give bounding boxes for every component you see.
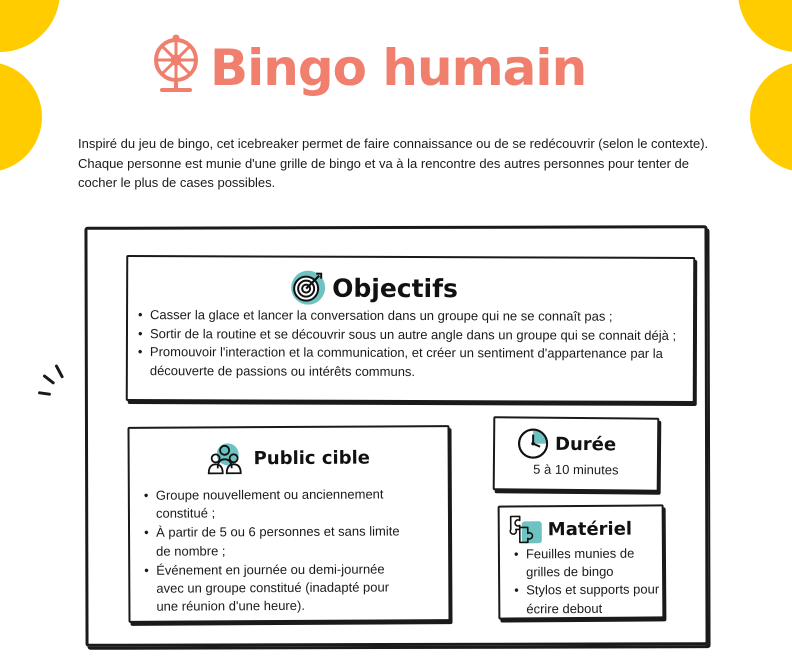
- duration-box: [493, 416, 660, 491]
- objectives-list: [136, 306, 681, 382]
- objectives-heading: [290, 270, 458, 307]
- list-item: • Casser la glace et lancer la conversation dans un groupe qui ne se connaît pas ;: [136, 306, 681, 326]
- prize-wheel-icon: [150, 34, 202, 101]
- page-title: Bingo humain: [210, 38, 587, 97]
- materials-box: [498, 504, 665, 619]
- intro-paragraph: Inspiré du jeu de bingo, cet icebreaker permet de faire connaissance ou de se redécouvrir (selon le contexte). Chaque personne est munie d'une grille de bingo et va à la rencontre des autres personnes pour tenter de cocher le plus de cases possibles.: [78, 136, 709, 190]
- target-audience-list: [142, 485, 405, 616]
- list-item: • Sortir de la routine et se découvrir sous un autre angle dans un groupe qui se connait déjà ;: [136, 325, 681, 345]
- duration-heading: [517, 427, 616, 460]
- list-item: • Groupe nouvellement ou anciennement constitué ;: [142, 485, 404, 523]
- materials-heading: [508, 513, 633, 546]
- group-icon: [206, 442, 244, 474]
- decorative-yellow-shape: [750, 62, 792, 172]
- page-header: [150, 34, 586, 101]
- clock-icon: [517, 427, 549, 459]
- puzzle-icon: [508, 513, 544, 545]
- target-icon: [290, 270, 326, 306]
- list-item: • Promouvoir l'interaction et la communication, et créer un sentiment d'appartenance par la découverte de passions ou intérêts communs.: [136, 343, 681, 382]
- decorative-yellow-shape: [0, 62, 42, 172]
- objectives-heading-text: Objectifs: [332, 273, 458, 303]
- objectives-box: [126, 255, 696, 403]
- duration-value: 5 à 10 minutes: [533, 461, 619, 478]
- list-item: • Stylos et supports pour écrire debout: [512, 581, 660, 618]
- decorative-yellow-shape: [738, 0, 792, 52]
- target-audience-heading: [206, 442, 370, 475]
- list-item: • Feuilles munies de grilles de bingo: [512, 544, 660, 581]
- list-item: • À partir de 5 ou 6 personnes et sans limite de nombre ;: [142, 523, 404, 561]
- duration-heading-text: Durée: [554, 433, 617, 455]
- list-item: • Événement en journée ou demi-journée avec un groupe constitué (inadapté pour une réunion d'une heure).: [142, 560, 404, 616]
- decorative-yellow-shape: [0, 0, 60, 52]
- target-audience-box: [127, 425, 450, 623]
- materials-heading-text: Matériel: [547, 518, 633, 540]
- target-audience-heading-text: Public cible: [253, 447, 370, 469]
- materials-list: [512, 544, 661, 618]
